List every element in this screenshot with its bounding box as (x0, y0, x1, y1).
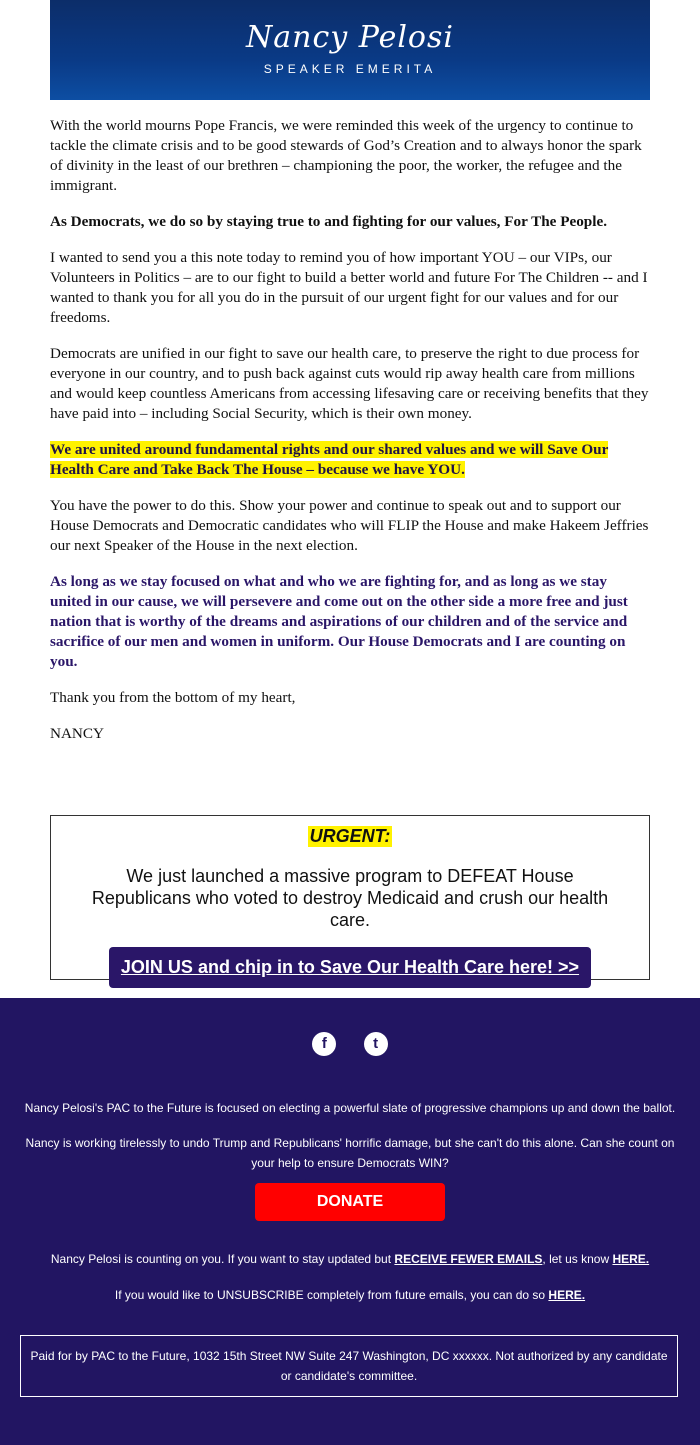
signature-logo: Nancy Pelosi (246, 20, 454, 55)
letter-paragraph: You have the power to do this. Show your power and continue to speak out and to support our House Democrats and Democratic candidates who will FLIP the House and make Hakeem Jeffries our next Speaker of the House in the next election. (50, 497, 649, 554)
letter-paragraph: I wanted to send you a this note today to remind you of how important YOU – our VIPs, our Volunteers in Politics – are to our fight to build a better world and future For The Children -- and I wanted to thank you for all you do in the pursuit of our urgent fight for our values and for our freedoms. (50, 249, 648, 326)
join-us-button[interactable]: JOIN US and chip in to Save Our Health Care here! >> (109, 947, 591, 988)
twitter-icon[interactable]: t (364, 1032, 388, 1056)
social-links (0, 1032, 700, 1056)
letter-paragraph: Democrats are unified in our fight to save our health care, to preserve the right to due process for everyone in our country, and to push back against cuts would rip away health care from millions and would keep countless Americans from accessing lifesaving care or receiving benefits that they have paid into – including Social Security, which is their own money. (50, 345, 649, 422)
signoff: NANCY (50, 725, 105, 742)
urgent-label: URGENT: (309, 826, 391, 846)
highlighted-text: We are united around fundamental rights and our shared values and we will Save Our Health Care and Take Back The House – because we have YOU. (50, 441, 609, 478)
urgent-callout (50, 815, 650, 980)
fewer-emails-here-link[interactable]: HERE. (612, 1252, 650, 1266)
footer-text-pac: Nancy Pelosi's PAC to the Future is focused on electing a powerful slate of progressive champions up and down the ballot. (24, 1101, 676, 1115)
unsubscribe-text: If you would like to UNSUBSCRIBE completely from future emails, you can do so (114, 1288, 549, 1302)
footer (0, 998, 700, 1445)
receive-fewer-emails-link[interactable]: RECEIVE FEWER EMAILS (394, 1252, 543, 1266)
unsubscribe-here-link[interactable]: HERE. (548, 1288, 586, 1302)
fewer-emails-text: Nancy Pelosi is counting on you. If you want to stay updated but (50, 1252, 395, 1266)
urgent-text: We just launched a massive program to DEFEAT House Republicans who voted to destroy Medicaid and crush our health care. (91, 866, 609, 930)
donate-button[interactable]: DONATE (255, 1183, 445, 1221)
footer-text-fewer-emails (20, 1249, 680, 1269)
closing-line: Thank you from the bottom of my heart, (50, 689, 296, 706)
paid-for-disclaimer: Paid for by PAC to the Future, 1032 15th Street NW Suite 247 Washington, DC xxxxxx. Not authorized by any candidate or candidate's committee. (20, 1335, 678, 1397)
letter-paragraph: With the world mourns Pope Francis, we were reminded this week of the urgency to continue to tackle the climate crisis and to be good stewards of God’s Creation and to always honor the spark of divinity in the least of our brethren – championing the poor, the worker, the refugee and the immigrant. (50, 117, 642, 194)
letter-paragraph-emphasis: As long as we stay focused on what and who we are fighting for, and as long as we stay united in our cause, we will persevere and come out on the other side a more free and just nation that is worthy of the dreams and aspirations of our children and of the service and sacrifice of our men and women in uniform. Our House Democrats and I are counting on you. (50, 573, 628, 670)
header-banner (50, 0, 650, 100)
footer-text-help: Nancy is working tirelessly to undo Trump and Republicans' horrific damage, but she can't do this alone. Can she count on your help to ensure Democrats WIN? (25, 1136, 675, 1170)
footer-text-unsubscribe (20, 1285, 680, 1305)
letter-paragraph-bold: As Democrats, we do so by staying true to and fighting for our values, For The People. (50, 213, 608, 230)
fewer-emails-text-mid: , let us know (542, 1252, 613, 1266)
facebook-icon[interactable]: f (312, 1032, 336, 1056)
header-subtitle: SPEAKER EMERITA (263, 62, 437, 76)
letter-body (50, 116, 650, 760)
highlighted-paragraph (50, 440, 650, 480)
